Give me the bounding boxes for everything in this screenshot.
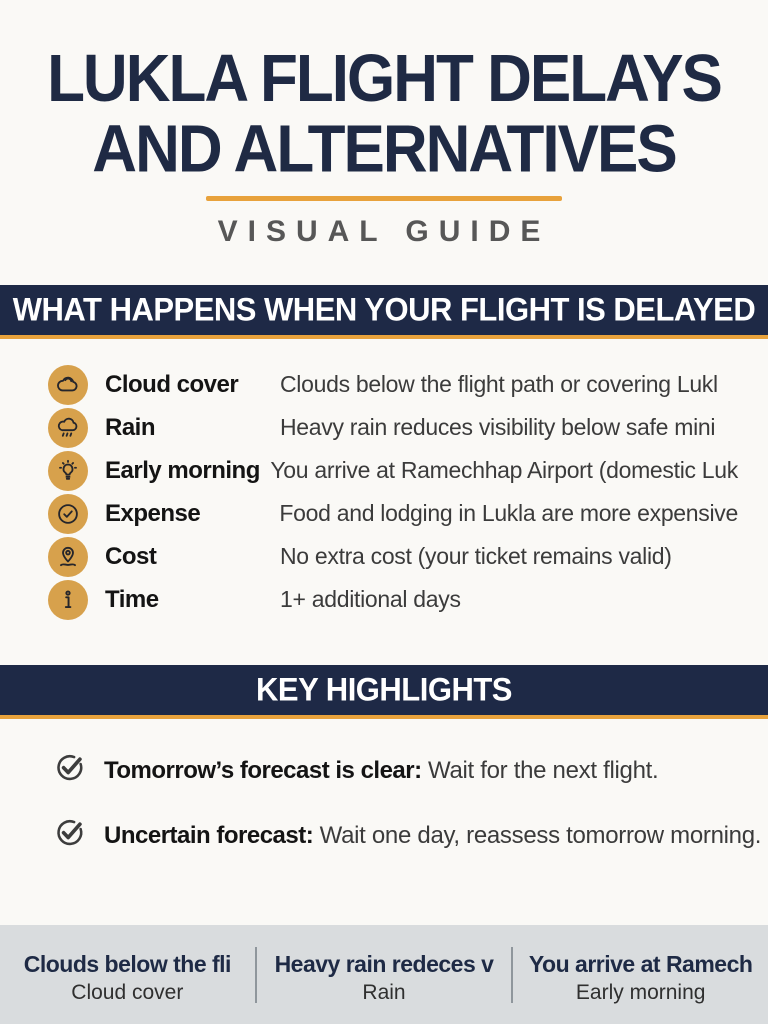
highlights-section-heading: KEY HIGHLIGHTS bbox=[256, 671, 512, 709]
list-item bbox=[48, 406, 738, 449]
page-title-line-2: AND ALTERNATIVES bbox=[92, 112, 676, 187]
item-label: Time bbox=[105, 585, 159, 613]
item-description: 1+ additional days bbox=[280, 586, 461, 613]
footer-column-title: Heavy rain redeces v bbox=[274, 950, 494, 977]
lightbulb-icon bbox=[48, 451, 88, 491]
highlights-list bbox=[0, 719, 768, 855]
footer-column-title: Clouds below the fli bbox=[23, 950, 231, 977]
checkmark-circle-icon bbox=[52, 751, 86, 790]
list-item bbox=[52, 751, 738, 790]
highlight-bold: Tomorrow’s forecast is clear: bbox=[104, 756, 422, 784]
cloud-icon bbox=[48, 365, 88, 405]
checkmark-circle-icon bbox=[52, 816, 86, 855]
page-title-line-1: LUKLA FLIGHT DELAYS bbox=[47, 41, 721, 117]
highlight-bold: Uncertain forecast: bbox=[104, 821, 314, 849]
item-label: Cost bbox=[105, 542, 157, 570]
header bbox=[0, 0, 768, 249]
list-item bbox=[48, 363, 738, 406]
item-description: Food and lodging in Lukla are more expensive bbox=[279, 500, 738, 527]
list-item bbox=[48, 578, 738, 621]
rain-icon bbox=[48, 408, 88, 448]
highlight-text bbox=[104, 822, 761, 850]
highlight-text bbox=[104, 757, 658, 785]
item-description: Heavy rain reduces visibility below safe mini bbox=[280, 414, 716, 441]
delay-section-banner bbox=[0, 285, 768, 339]
title-divider bbox=[206, 196, 562, 201]
item-description: You arrive at Ramechhap Airport (domestic Luk bbox=[270, 457, 738, 484]
page-title bbox=[0, 41, 768, 187]
item-description: Clouds below the flight path or covering Lukl bbox=[280, 371, 718, 398]
page-subtitle: VISUAL GUIDE bbox=[217, 215, 551, 249]
delay-section-heading: WHAT HAPPENS WHEN YOUR FLIGHT IS DELAYED bbox=[12, 291, 756, 329]
check-circle-icon bbox=[48, 494, 88, 534]
footer-summary-bar bbox=[0, 925, 768, 1024]
highlight-rest: Wait for the next flight. bbox=[421, 756, 659, 784]
item-description: No extra cost (your ticket remains valid) bbox=[280, 543, 672, 570]
delay-items-list bbox=[0, 339, 768, 621]
footer-column-cloud-cover bbox=[0, 945, 255, 1005]
item-label: Rain bbox=[105, 413, 156, 441]
info-icon bbox=[48, 580, 88, 620]
list-item bbox=[52, 816, 762, 855]
footer-column-subtitle: Rain bbox=[362, 980, 406, 1004]
footer-column-early-morning bbox=[513, 945, 768, 1005]
item-label: Cloud cover bbox=[105, 370, 239, 398]
item-label: Early morning bbox=[105, 456, 260, 484]
footer-column-title: You arrive at Ramech bbox=[528, 950, 753, 977]
list-item bbox=[48, 535, 738, 578]
footer-column-subtitle: Cloud cover bbox=[71, 980, 184, 1004]
footer-column-subtitle: Early morning bbox=[575, 980, 706, 1004]
highlight-rest: Wait one day, reassess tomorrow morning. bbox=[313, 821, 762, 849]
location-pin-icon bbox=[48, 537, 88, 577]
highlights-section-banner bbox=[0, 665, 768, 719]
item-label: Expense bbox=[105, 499, 201, 527]
list-item bbox=[48, 492, 738, 535]
footer-column-rain bbox=[257, 945, 512, 1005]
list-item bbox=[48, 449, 738, 492]
